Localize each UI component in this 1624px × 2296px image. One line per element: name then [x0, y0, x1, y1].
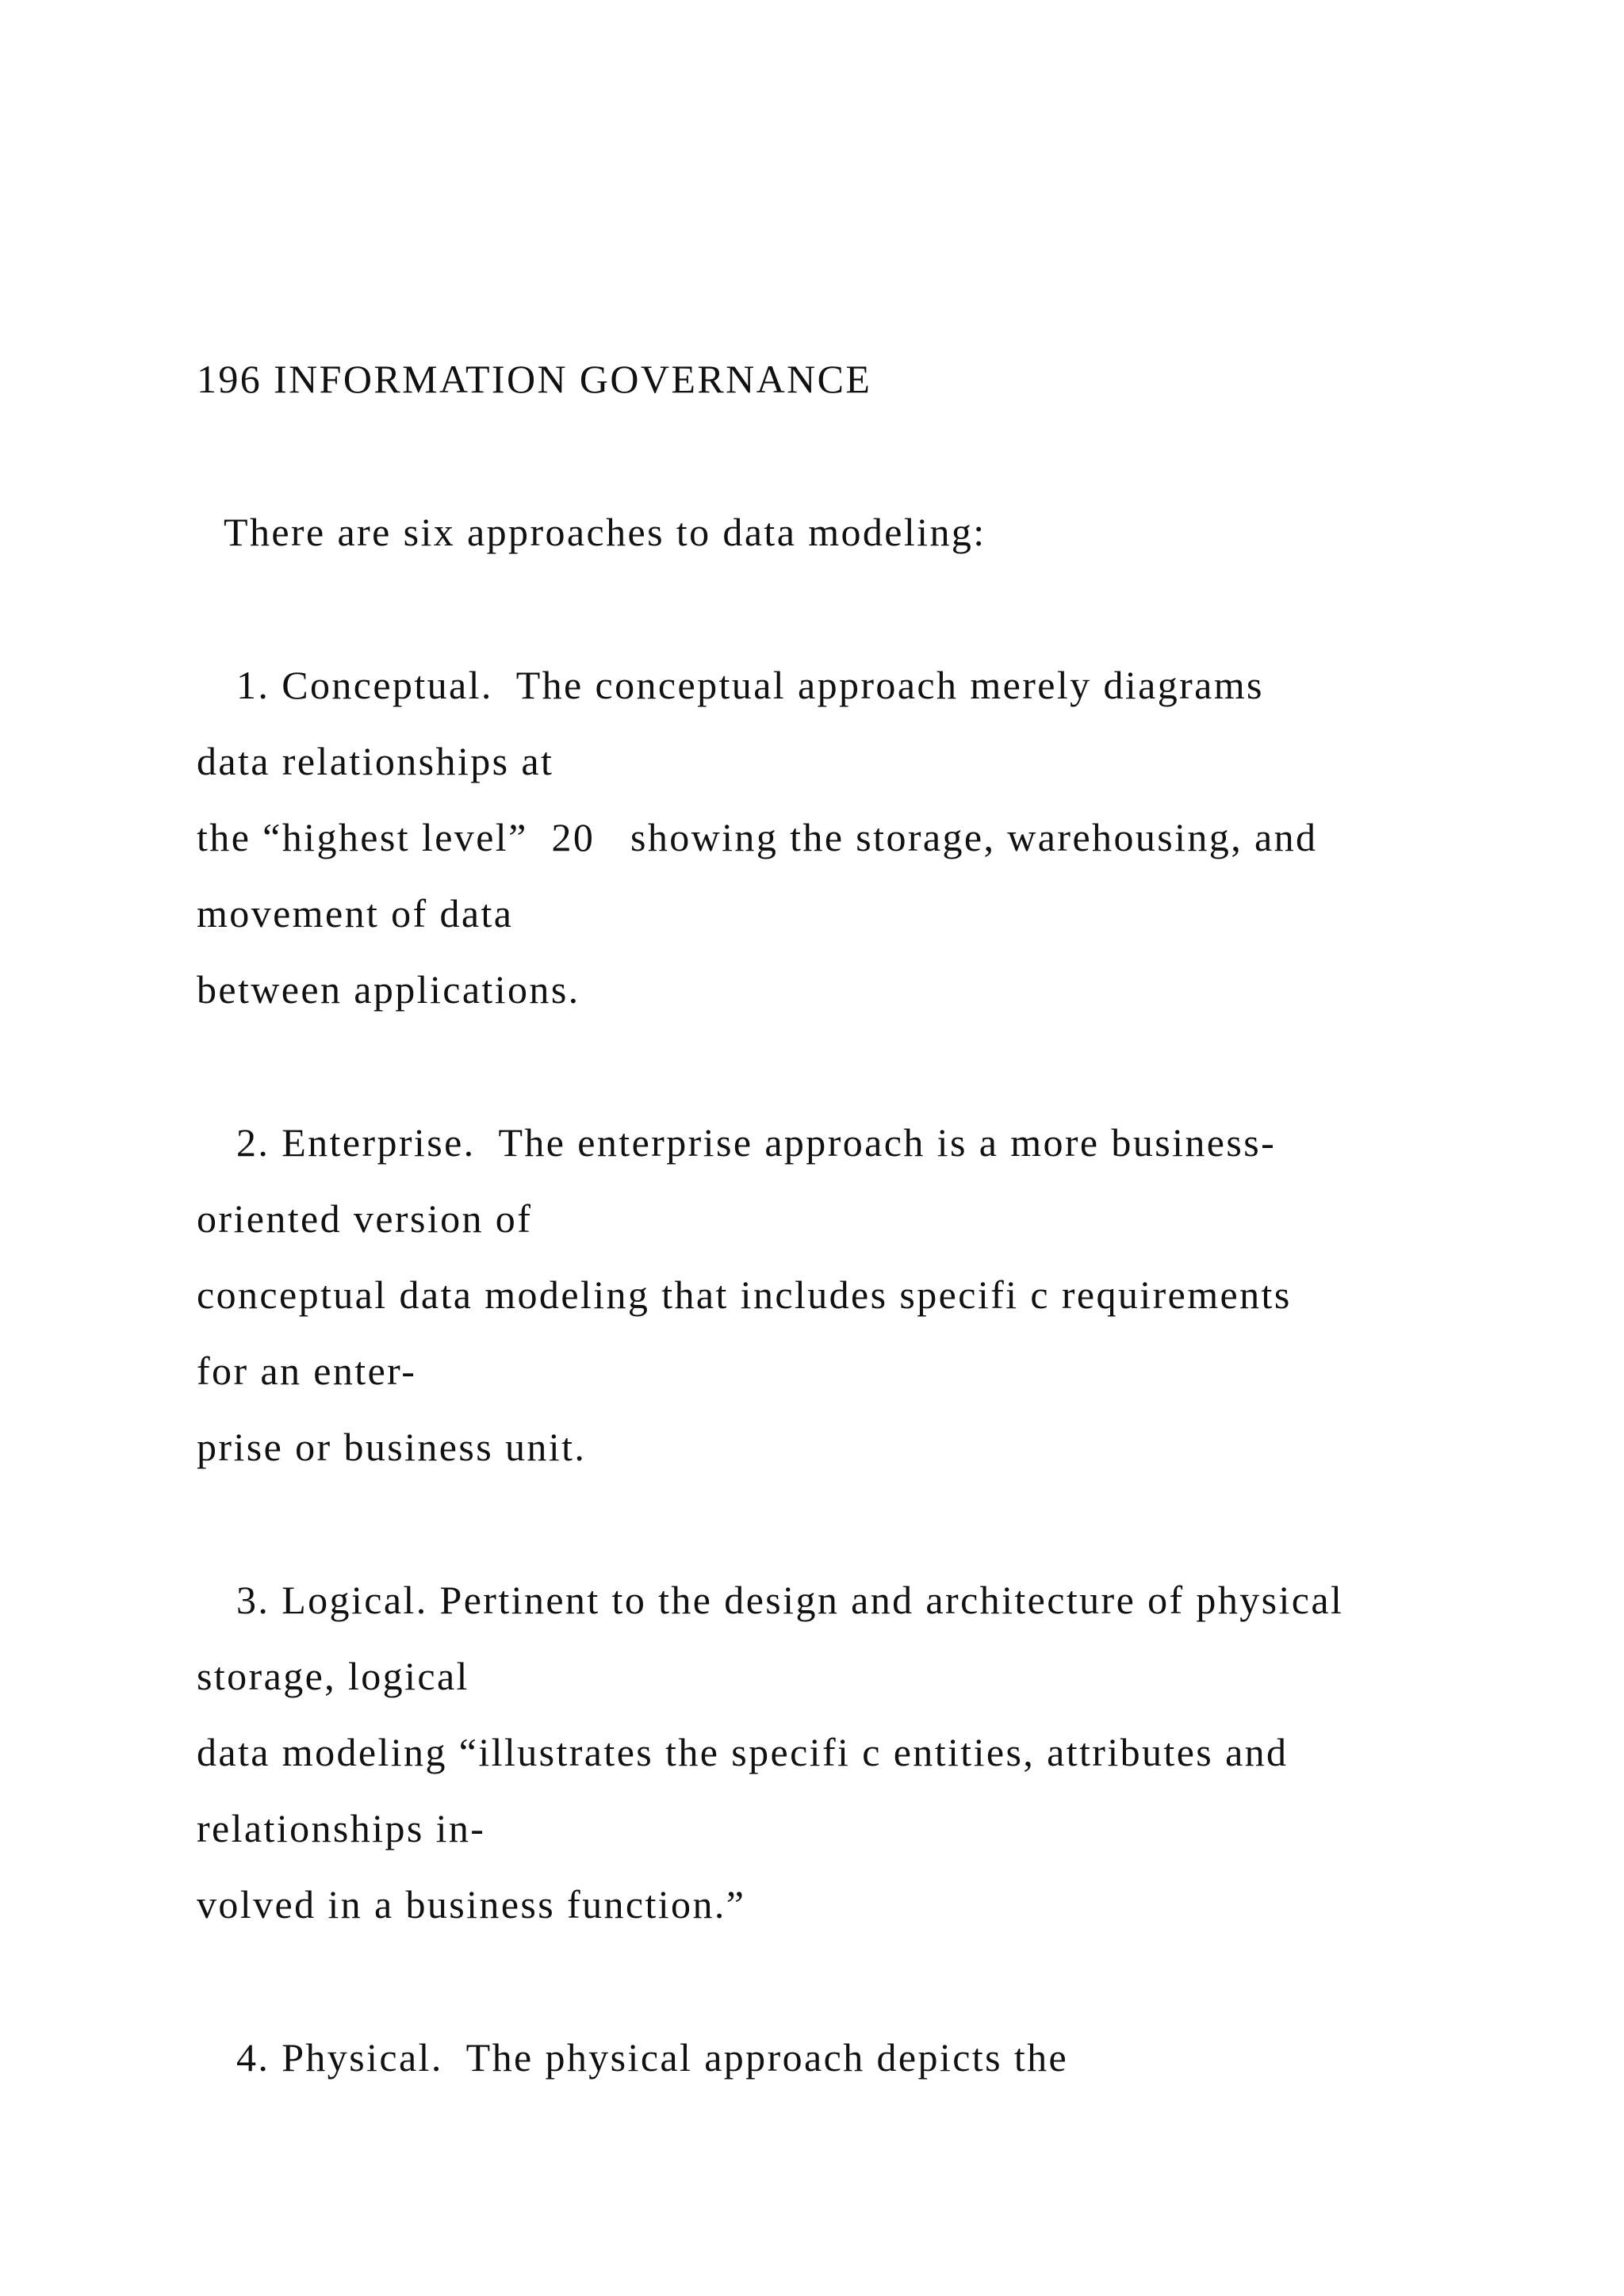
item-2-line: conceptual data modeling that includes specifi c requirements — [197, 1272, 1292, 1317]
item-1-line: between applications. — [197, 967, 580, 1012]
item-3-line: relationships in- — [197, 1806, 486, 1850]
item-2-line: oriented version of — [197, 1196, 533, 1241]
item-1-line: the “highest level” 20 showing the storage, warehousing, and — [197, 815, 1318, 859]
item-1-line: movement of data — [197, 891, 514, 936]
item-2-line: prise or business unit. — [197, 1425, 587, 1469]
running-head: 196 INFORMATION GOVERNANCE — [197, 357, 872, 401]
item-3-line: volved in a business function.” — [197, 1882, 746, 1927]
item-2-line: for an enter- — [197, 1349, 417, 1393]
intro-line: There are six approaches to data modeling: — [224, 510, 986, 554]
item-2-heading-line: 2. Enterprise. The enterprise approach is a more business- — [236, 1120, 1277, 1165]
item-3-line: data modeling “illustrates the specifi c entities, attributes and — [197, 1730, 1289, 1774]
item-1-line: data relationships at — [197, 739, 554, 783]
item-3-heading-line: 3. Logical. Pertinent to the design and architecture of physical — [236, 1578, 1344, 1622]
item-1-heading-line: 1. Conceptual. The conceptual approach merely diagrams — [236, 663, 1264, 707]
item-4-heading-line: 4. Physical. The physical approach depicts the — [236, 2035, 1069, 2080]
item-3-line: storage, logical — [197, 1654, 469, 1698]
